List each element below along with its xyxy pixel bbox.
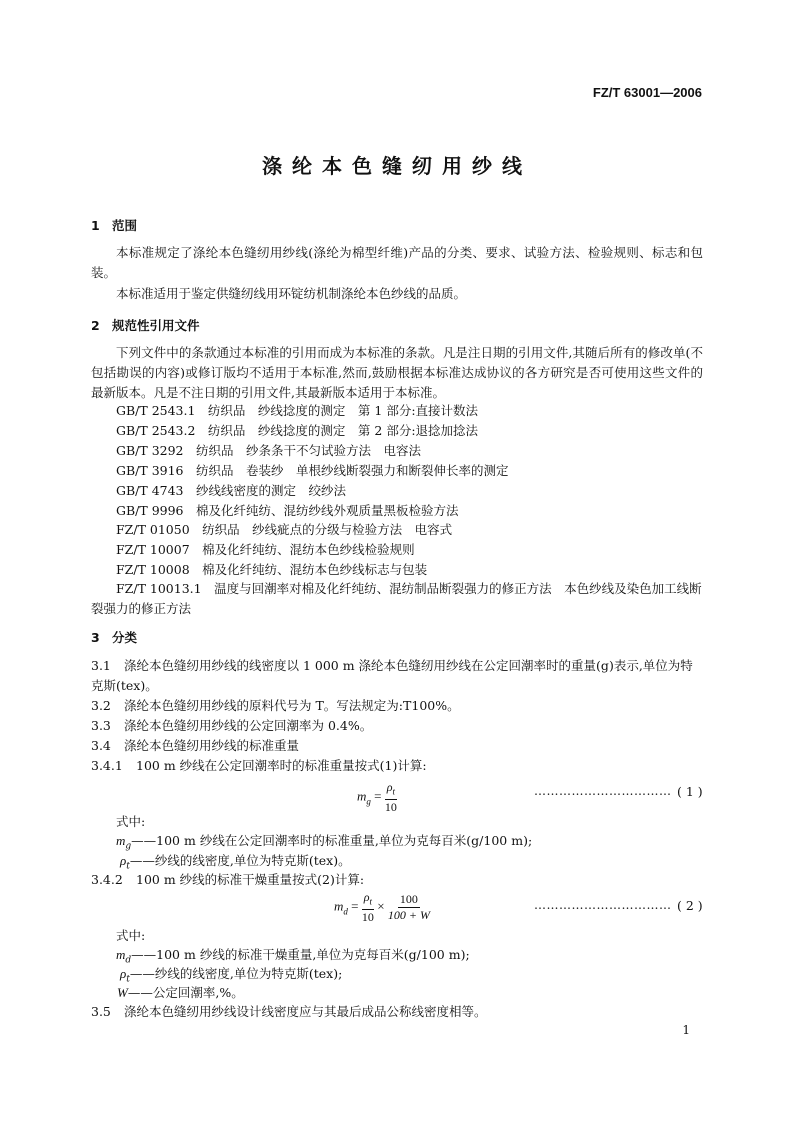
section-title: 范围: [112, 218, 138, 233]
where-symbol: ρ: [120, 853, 127, 868]
where-dash: ——: [129, 966, 155, 981]
fraction-numerator: [362, 890, 374, 910]
where-description: 100 m 纱线的标准干燥重量,单位为克每百米(g/100 m);: [156, 947, 470, 962]
formula-1-leader: ……………………………: [534, 784, 672, 798]
formula-symbol: ρ: [386, 780, 393, 794]
where-description: 100 m 纱线在公定回潮率时的标准重量,单位为克每百米(g/100 m);: [156, 833, 533, 848]
formula-fraction: [388, 892, 430, 923]
fraction-denominator: 100 + W: [387, 908, 430, 923]
formula-subscript: t: [392, 786, 396, 797]
formula-subscript: d: [343, 906, 348, 917]
where-description: 纱线的线密度,单位为特克斯(tex);: [154, 966, 343, 981]
where-dash: ——: [131, 833, 157, 848]
clause-number: 3.4.1: [91, 758, 123, 773]
clause-number: 3.2: [91, 698, 111, 713]
where-subscript: t: [126, 861, 130, 872]
where-dash: ——: [131, 947, 157, 962]
scope-paragraph-2: 本标准适用于鉴定供缝纫线用环锭纺机制涤纶本色纱线的品质。: [116, 286, 467, 301]
fraction-denominator: 10: [361, 910, 374, 925]
where-symbol: ρ: [120, 966, 127, 981]
reference-item: GB/T 4743 纱线线密度的测定 绞纱法: [116, 483, 347, 498]
formula-2-number: ( 2 ): [677, 898, 703, 913]
where-symbol: m: [116, 833, 126, 848]
clause-text: 100 m 纱线在公定回潮率时的标准重量按式(1)计算:: [136, 758, 427, 773]
formula-times: ×: [377, 898, 385, 914]
clause-3-3: [91, 716, 372, 736]
reference-item: FZ/T 10013.1 温度与回潮率对棉及化纤纯纺、混纺制品断裂强力的修正方法 本色纱线及染色加工线断裂强力的修正方法: [91, 581, 702, 616]
where-dash: ——: [127, 985, 153, 1000]
reference-item: FZ/T 10007 棉及化纤纯纺、混纺本色纱线检验规则: [116, 542, 415, 557]
document-title: 涤纶本色缝纫用纱线: [262, 154, 532, 178]
where-item: [117, 983, 244, 1003]
clause-3-1: [91, 656, 703, 696]
formula-subscript: g: [366, 796, 371, 807]
clause-3-5: [91, 1002, 487, 1022]
formula-2-leader: ……………………………: [534, 898, 672, 912]
formula-2: [334, 890, 430, 925]
clause-text: 涤纶本色缝纫用纱线的公定回潮率为 0.4%。: [124, 718, 373, 733]
section-1-heading: [91, 216, 137, 234]
clause-text: 100 m 纱线的标准干燥重量按式(2)计算:: [136, 872, 365, 887]
where-subscript: d: [125, 955, 132, 966]
scope-paragraph-1: 本标准规定了涤纶本色缝纫用纱线(涤纶为棉型纤维)产品的分类、要求、试验方法、检验规则、标志和包装。: [91, 245, 703, 280]
fraction-numerator: [385, 780, 397, 800]
section-number: 1: [91, 218, 100, 233]
fraction-numerator: 100: [399, 892, 418, 907]
formula-equals: =: [351, 898, 359, 914]
reference-item: GB/T 3292 纺织品 纱条条干不匀试验方法 电容法: [116, 443, 422, 458]
formula-1-number: ( 1 ): [677, 784, 703, 799]
formula-subscript: t: [369, 896, 373, 907]
reference-item: GB/T 2543.1 纺织品 纱线捻度的测定 第 1 部分:直接计数法: [116, 403, 479, 418]
clause-number: 3.4: [91, 738, 111, 753]
section-2-heading: [91, 316, 200, 334]
clause-3-2: [91, 696, 460, 716]
where-label: 式中:: [116, 928, 146, 943]
formula-symbol: ρ: [363, 890, 370, 904]
reference-item: FZ/T 01050 纺织品 纱线疵点的分级与检验方法 电容式: [116, 522, 453, 537]
formula-symbol: m: [334, 898, 344, 914]
formula-fraction: [362, 890, 374, 925]
where-description: 公定回潮率,%。: [152, 985, 244, 1000]
where-symbol: m: [116, 947, 126, 962]
section-title: 规范性引用文件: [112, 318, 200, 333]
standard-number: FZ/T 63001—2006: [592, 85, 702, 100]
section-title: 分类: [112, 630, 138, 645]
clause-text: 涤纶本色缝纫用纱线设计线密度应与其最后成品公称线密度相等。: [124, 1004, 487, 1019]
page-number: 1: [682, 1023, 690, 1037]
clause-3-4: [91, 736, 299, 756]
where-label: 式中:: [116, 814, 146, 829]
reference-item: GB/T 9996 棉及化纤纯纺、混纺纱线外观质量黑板检验方法: [116, 503, 459, 518]
section-number: 3: [91, 630, 100, 645]
formula-1: [357, 780, 397, 815]
where-dash: ——: [129, 853, 155, 868]
clause-text: 涤纶本色缝纫用纱线的线密度以 1 000 m 涤纶本色缝纫用纱线在公定回潮率时的重量(g)表示,单位为特克斯(tex)。: [91, 658, 693, 693]
clause-text: 涤纶本色缝纫用纱线的标准重量: [124, 738, 300, 753]
where-description: 纱线的线密度,单位为特克斯(tex)。: [154, 853, 351, 868]
reference-item: GB/T 2543.2 纺织品 纱线捻度的测定 第 2 部分:退捻加捻法: [116, 423, 479, 438]
clause-number: 3.1: [91, 658, 111, 673]
formula-symbol: m: [357, 788, 367, 804]
formula-fraction: [385, 780, 397, 815]
fraction-denominator: 10: [384, 800, 397, 815]
where-subscript: g: [125, 841, 132, 852]
reference-item: FZ/T 10008 棉及化纤纯纺、混纺本色纱线标志与包装: [116, 562, 428, 577]
clause-number: 3.5: [91, 1004, 111, 1019]
reference-item: GB/T 3916 纺织品 卷装纱 单根纱线断裂强力和断裂伸长率的测定: [116, 463, 509, 478]
clause-3-4-1: [91, 756, 427, 776]
normative-intro: 下列文件中的条款通过本标准的引用而成为本标准的条款。凡是注日期的引用文件,其随后所有的修改单(不包括勘误的内容)或修订版均不适用于本标准,然而,鼓励根据本标准达成协议的各方研究是否可使用这些文件的最新版本。凡是不注日期的引用文件,其最新版本适用于本标准。: [91, 345, 703, 400]
section-3-heading: [91, 628, 137, 646]
where-symbol: W: [117, 985, 128, 1000]
clause-3-4-2: [91, 870, 364, 890]
where-subscript: t: [126, 974, 130, 985]
section-number: 2: [91, 318, 100, 333]
clause-number: 3.4.2: [91, 872, 123, 887]
clause-number: 3.3: [91, 718, 111, 733]
formula-equals: =: [374, 788, 382, 804]
clause-text: 涤纶本色缝纫用纱线的原料代号为 T。写法规定为:T100%。: [124, 698, 460, 713]
